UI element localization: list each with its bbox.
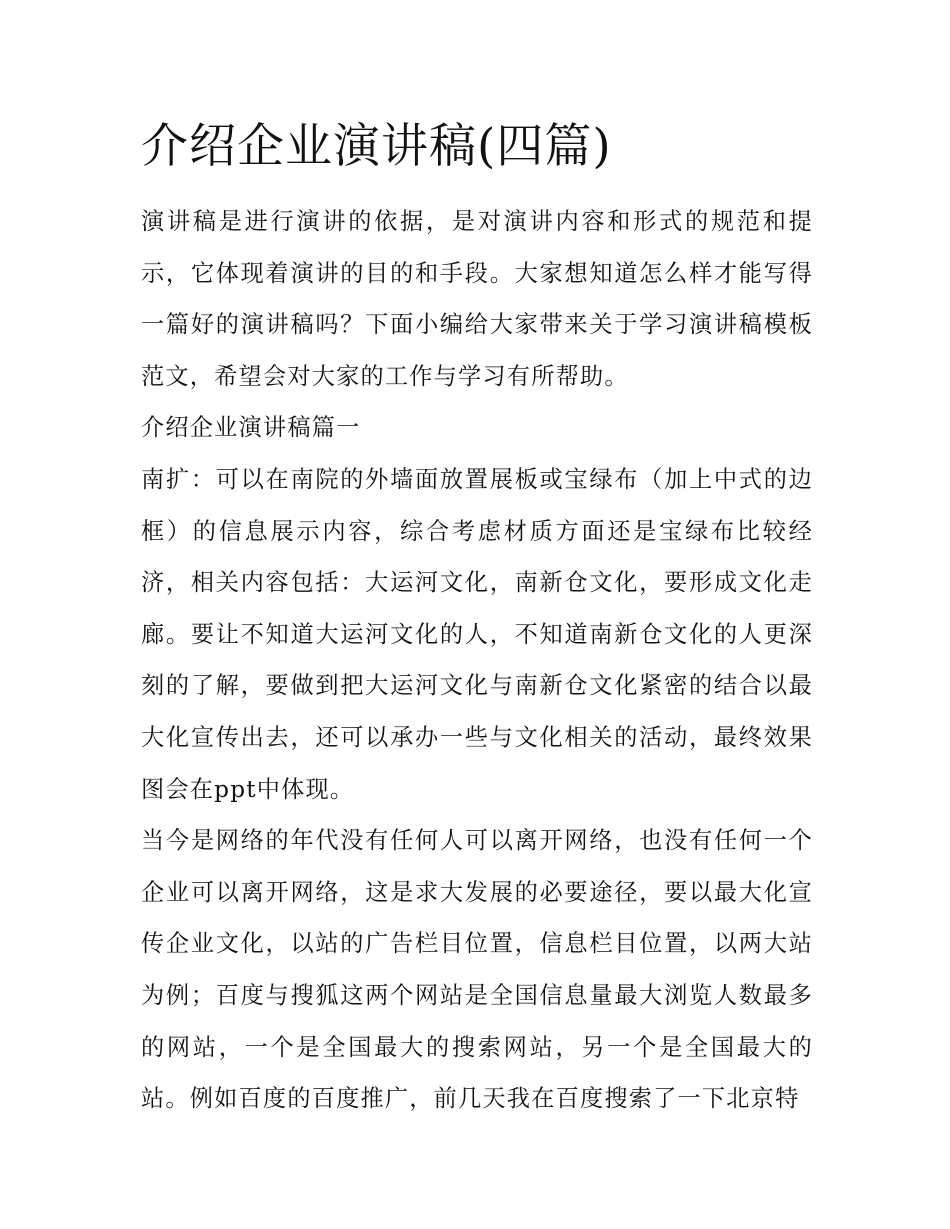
document-body (141, 110, 813, 1125)
section-heading: 介绍企业演讲稿篇一 (141, 414, 361, 442)
body-paragraph: 当今是网络的年代没有任何人可以离开网络，也没有任何一个企业可以离开网络，这是求大发展的必要途径，要以最大化宣传企业文化，以站的广告栏目位置，信息栏目位置，以两大站为例；百度与搜狐这两个网站是全国信息量最大浏览人数最多的网站，一个是全国最大的搜索网站，另一个是全国最大的站。例如百度的百度推广，前几天我在百度搜索了一下北京特 (141, 827, 813, 1113)
intro-paragraph: 演讲稿是进行演讲的依据，是对演讲内容和形式的规范和提示，它体现着演讲的目的和手段。大家想知道怎么样才能写得一篇好的演讲稿吗？下面小编给大家带来关于学习演讲稿模板范文，希望会对大家的工作与学习有所帮助。 (141, 208, 813, 390)
body-paragraph: 南扩：可以在南院的外墙面放置展板或宝绿布（加上中式的边框）的信息展示内容，综合考虑材质方面还是宝绿布比较经济，相关内容包括：大运河文化，南新仓文化，要形成文化走廊。要让不知道大运河文化的人，不知道南新仓文化的人更深刻的了解，要做到把大运河文化与南新仓文化紧密的结合以最大化宣传出去，还可以承办一些与文化相关的活动，最终效果图会在ppt中体现。 (141, 465, 813, 803)
document-title: 介绍企业演讲稿(四篇) (141, 119, 612, 174)
